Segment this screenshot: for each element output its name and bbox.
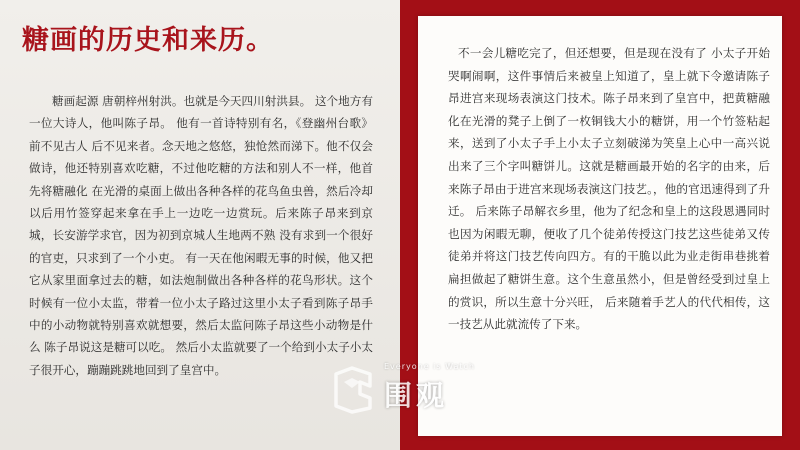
left-paragraph: 糖画起源 唐朝梓州射洪。也就是今天四川射洪县。 这个地方有一位大诗人，他叫陈子昂。 他有一首诗特别有名，《登幽州台歌》前不见古人 后不见来者。念天地之悠悠，独怆然而涕下。他不仅会做诗，他还特别喜欢吃糖，不过他吃糖的方法和别人不一样，他首先将糖融化 在光滑的桌面上做出各种各样的花鸟鱼虫兽，然后冷却以后用竹签穿起来拿在手上一边吃一边赏玩。后来陈子昂来到京城，长安游学求官，因为初到京城人生地两不熟 没有求到一个很好的官吏，只求到了一个小吏。 有一天在他闲暇无事的时候，他又把它从家里面拿过去的糖，如法炮制做出各种各样的花鸟形状。这个时候有一位小太监，带着一位小太子路过这里小太子看到陈子昂手中的小动物就特别喜欢就想要，然后太监问陈子昂这些小动物是什么 陈子昂说这是糖可以吃。 然后小太监就要了一个给到小太子小太子很开心，蹦蹦跳跳地回到了皇宫中。 [29, 94, 373, 377]
page-title: 糖画的历史和来历。 [22, 25, 274, 56]
watermark-tagline: Everyone is Watch [384, 362, 476, 371]
watermark-brand: 围观 [384, 379, 449, 412]
right-paragraph: 不一会儿糖吃完了，但还想要，但是现在没有了 小太子开始哭啊闹啊，这件事情后来被皇上知道了，皇上就下令邀请陈子昂进宫来现场表演这门技术。陈子昂来到了皇宫中，把黄糖融化在光滑的凳子上倒了一枚铜钱大小的糖饼，用一个竹签粘起来，送到了小太子手上小太子立刻破涕为笑皇上心中一高兴说出来了三个字叫糖饼儿。这就是糖画最开始的名字的由来，后来陈子昂由于进宫来现场表演这门技艺。，他的官迅速得到了升迁。 后来陈子昂解衣乡里，他为了纪念和皇上的这段恩遇同时也因为闲暇无聊，便收了几个徒弟传授这门技艺这些徒弟又传徒弟并将这门技艺传向四方。有的干脆以此为业走街串巷挑着扁担做起了糖饼生意。这个生意虽然小，但是曾经受到过皇上的赏识，所以生意十分兴旺， 后来随着手艺人的代代相传，这一技艺从此就流传了下来。 [448, 46, 770, 332]
